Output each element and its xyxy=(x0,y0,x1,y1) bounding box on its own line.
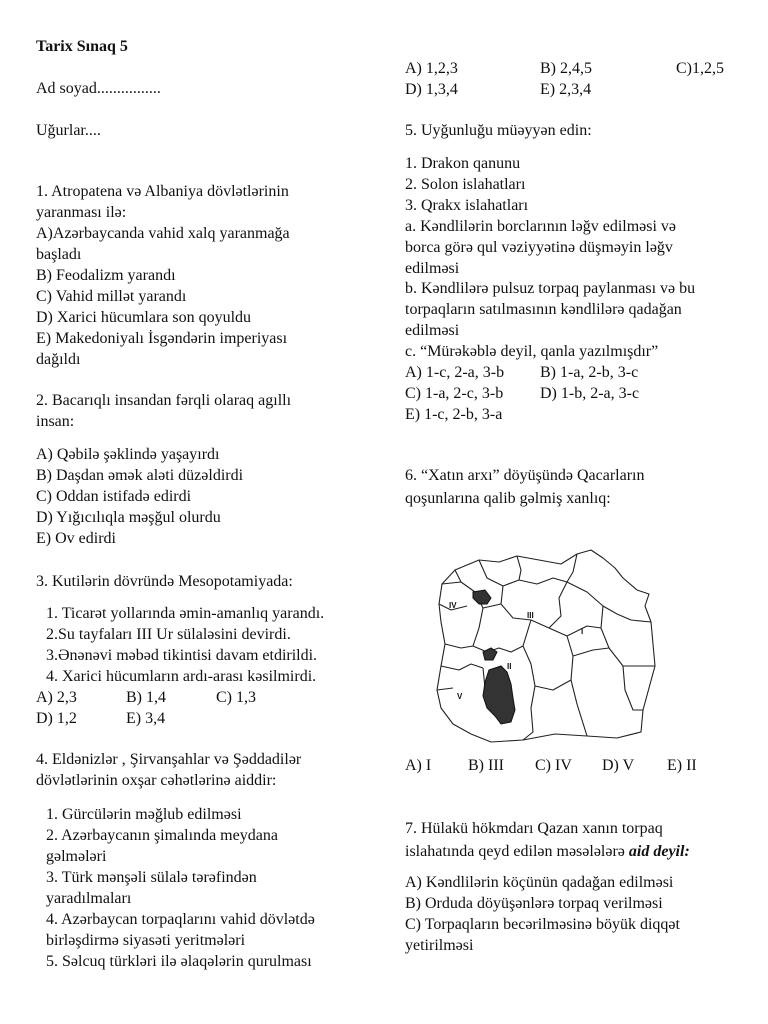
option-e: E) Ov edirdi xyxy=(36,530,116,547)
map-label-ii: II xyxy=(507,662,512,671)
option-c: C) 1-a, 2-c, 3-b xyxy=(405,385,504,402)
item-b: edilməsi xyxy=(405,322,460,339)
khanates-map xyxy=(427,548,662,748)
item-a: borca görə qul vəziyyətinə düşməyin ləğv xyxy=(405,239,673,256)
option-e: E) 1-c, 2-b, 3-a xyxy=(405,406,503,423)
option-c: C) Torpaqların becərilməsinə böyük diqqət xyxy=(405,916,680,933)
option-b: B) 1-a, 2-b, 3-c xyxy=(540,364,639,381)
question-2-stem: insan: xyxy=(36,413,75,430)
option-d: D) 1,2 xyxy=(36,710,77,727)
option-d: D) V xyxy=(602,757,635,774)
option-e: E) 2,3,4 xyxy=(540,81,592,98)
statement-4: 4. Azərbaycan torpaqlarını vahid dövlətdə xyxy=(46,911,315,928)
question-2-stem: 2. Bacarıqlı insandan fərqli olaraq agıllı xyxy=(36,392,292,409)
statement-1: 1. Gürcülərin məğlub edilməsi xyxy=(46,806,242,823)
item-2: 2. Solon islahatları xyxy=(405,176,526,193)
option-a: A) I xyxy=(405,757,432,774)
option-a: başladı xyxy=(36,246,82,263)
item-1: 1. Drakon qanunu xyxy=(405,155,521,172)
statement-1: 1. Ticarət yollarında əmin-amanlıq yarandı. xyxy=(46,605,325,622)
item-3: 3. Qrakx islahatları xyxy=(405,197,529,214)
question-5-stem: 5. Uyğunluğu müəyyən edin: xyxy=(405,122,592,139)
option-b: B) Feodalizm yarandı xyxy=(36,267,176,284)
question-4-stem: dövlətlərinin oxşar cəhətlərinə aiddir: xyxy=(36,772,277,789)
statement-2: 2.Su tayfaları III Ur sülaləsini devirdi. xyxy=(46,626,291,643)
exam-title: Tarix Sınaq 5 xyxy=(36,38,128,55)
map-label-v: V xyxy=(457,692,463,701)
option-a: A) 1-c, 2-a, 3-b xyxy=(405,364,505,381)
item-b: b. Kəndlilərə pulsuz torpaq paylanması və bu xyxy=(405,280,696,297)
option-d: D) Yığıcılıqla məşğul olurdu xyxy=(36,509,221,526)
name-line: Ad soyad................ xyxy=(36,80,161,97)
option-b: B) 1,4 xyxy=(126,689,166,706)
option-c: C) Vahid millət yarandı xyxy=(36,288,187,305)
option-d: D) Xarici hücumlara son qoyuldu xyxy=(36,309,252,326)
item-a: edilməsi xyxy=(405,260,460,277)
item-a: a. Kəndlilərin borclarının ləğv edilməsi və xyxy=(405,218,677,235)
option-a: A) Kəndlilərin köçünün qadağan edilməsi xyxy=(405,874,674,891)
option-d: D) 1,3,4 xyxy=(405,81,458,98)
question-7-stem: 7. Hülakü hökmdarı Qazan xanın torpaq xyxy=(405,820,663,837)
option-c: C) 1,3 xyxy=(216,689,256,706)
question-7-stem xyxy=(405,843,690,861)
question-6-stem: qoşunlarına qalib gəlmiş xanlıq: xyxy=(405,490,611,507)
option-b: B) Orduda döyüşənlərə torpaq verilməsi xyxy=(405,895,663,912)
statement-3: 3. Türk mənşəli sülalə tərəfindən xyxy=(46,869,257,886)
question-4-stem: 4. Eldənizlər , Şirvanşahlar və Şəddadilər xyxy=(36,751,302,768)
option-c: yetirilməsi xyxy=(405,937,474,954)
option-e: E) Makedoniyalı İsgəndərin imperiyası xyxy=(36,330,288,347)
question-1-stem: yaranması ilə: xyxy=(36,204,127,221)
statement-3: yaradılmaları xyxy=(46,890,132,907)
option-b: B) 2,4,5 xyxy=(540,60,592,77)
question-1-stem: 1. Atropatena və Albaniya dövlətlərinin xyxy=(36,183,289,200)
option-c: C)1,2,5 xyxy=(676,60,724,77)
option-a: A) 1,2,3 xyxy=(405,60,458,77)
option-a: A)Azərbaycanda vahid xalq yaranmağa xyxy=(36,225,290,242)
option-c: C) Oddan istifadə edirdi xyxy=(36,488,192,505)
good-luck-text: Uğurlar.... xyxy=(36,122,101,139)
option-a: A) Qəbilə şəklində yaşayırdı xyxy=(36,446,220,463)
question-3-stem: 3. Kutilərin dövründə Mesopotamiyada: xyxy=(36,573,293,590)
item-c: c. “Mürəkəblə deyil, qanla yazılmışdır” xyxy=(405,343,659,360)
option-b: B) Daşdan əmək aləti düzəldirdi xyxy=(36,467,244,484)
item-b: torpaqların satılmasının kəndlilərə qadağan xyxy=(405,301,682,318)
statement-5: 5. Səlcuq türkləri ilə əlaqələrin qurulması xyxy=(46,953,312,970)
map-label-iv: IV xyxy=(449,601,457,610)
option-d: D) 1-b, 2-a, 3-c xyxy=(540,385,640,402)
question-7-stem-text: islahatında qeyd edilən məsələlərə xyxy=(405,843,629,860)
statement-3: 3.Ənənəvi məbəd tikintisi davam etdirildi. xyxy=(46,647,318,664)
option-b: B) III xyxy=(468,757,504,774)
statement-4: birləşdirmə siyasəti yeritmələri xyxy=(46,932,246,949)
shaded-region-iv xyxy=(473,590,491,604)
statement-2: gəlmələri xyxy=(46,848,107,865)
question-7-emphasis: aid deyil: xyxy=(628,843,690,860)
option-e: E) II xyxy=(667,757,697,774)
option-e: E) 3,4 xyxy=(126,710,166,727)
map-label-iii: III xyxy=(527,611,534,620)
shaded-region-v xyxy=(483,666,515,724)
statement-4: 4. Xarici hücumların ardı-arası kəsilmirdi. xyxy=(46,668,317,685)
question-6-stem: 6. “Xatın arxı” döyüşündə Qacarların xyxy=(405,467,645,484)
option-c: C) IV xyxy=(535,757,572,774)
statement-2: 2. Azərbaycanın şimalında meydana xyxy=(46,827,278,844)
map-label-i: I xyxy=(581,627,584,636)
option-a: A) 2,3 xyxy=(36,689,77,706)
option-e: dağıldı xyxy=(36,351,81,368)
